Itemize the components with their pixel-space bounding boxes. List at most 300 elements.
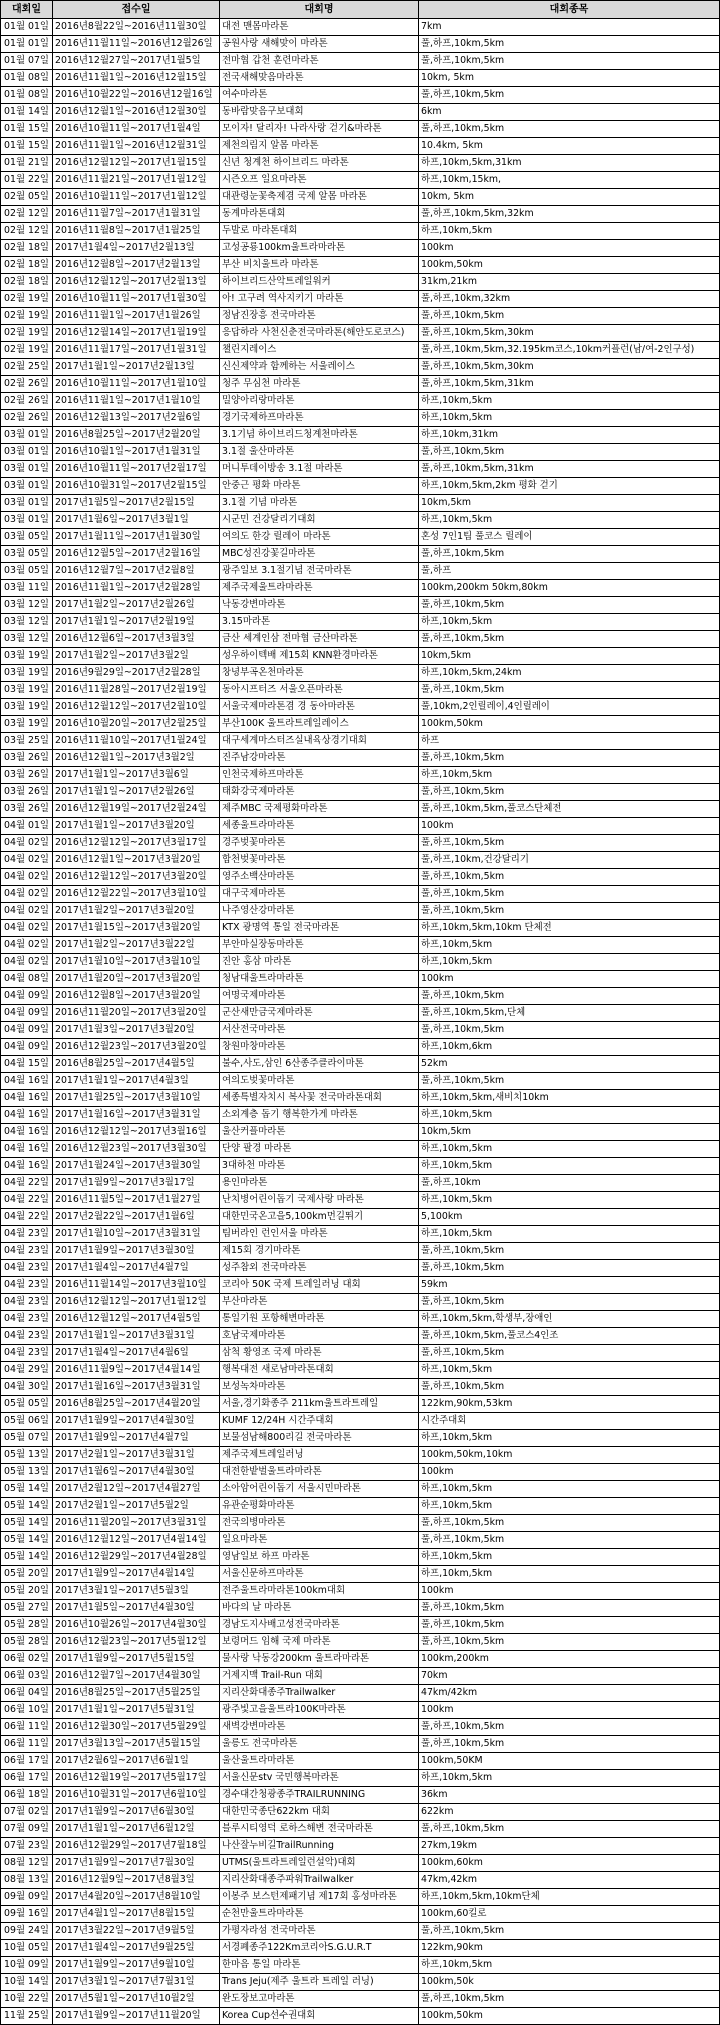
table-row (1, 1328, 720, 1345)
event-date-cell: 06월 11일 (1, 1719, 53, 1736)
event-date-cell: 02월 19일 (1, 342, 53, 359)
registration-period-cell: 2016년12월1일~2017년3월2일 (53, 750, 220, 767)
table-row (1, 699, 720, 716)
event-name-cell: 통일기원 포항해변마라톤 (220, 1311, 419, 1328)
event-name-cell: 전주울트라마라톤100km대회 (220, 1583, 419, 1600)
event-date-cell: 02월 18일 (1, 274, 53, 291)
event-date-cell: 02월 25일 (1, 359, 53, 376)
event-name-cell: 한마음 통일 마라톤 (220, 1957, 419, 1974)
event-categories-cell: 100km,60km (419, 1855, 720, 1872)
event-categories-cell: 하프,10km,5km (419, 512, 720, 529)
registration-period-cell: 2017년1월20일~2017년3월20일 (53, 971, 220, 988)
registration-period-cell: 2017년1월1일~2017년3월31일 (53, 1328, 220, 1345)
table-row (1, 1226, 720, 1243)
event-date-cell: 01월 07일 (1, 53, 53, 70)
event-categories-cell: 하프,10km,31km (419, 427, 720, 444)
event-categories-cell: 풀,하프,10km,32km (419, 291, 720, 308)
registration-period-cell: 2016년11월21일~2017년1월12일 (53, 172, 220, 189)
registration-period-cell: 2016년11월1일~2017년1월10일 (53, 393, 220, 410)
table-row (1, 1838, 720, 1855)
table-row (1, 580, 720, 597)
registration-period-cell: 2016년10월31일~2017년2월15일 (53, 478, 220, 495)
table-row (1, 1243, 720, 1260)
event-name-cell: 서경폐종주122Km코리아S.G.U.R.T (220, 1940, 419, 1957)
table-row (1, 104, 720, 121)
registration-period-cell: 2017년1월15일~2017년3월20일 (53, 920, 220, 937)
table-row (1, 1651, 720, 1668)
table-row (1, 886, 720, 903)
event-categories-cell: 풀,하프 (419, 563, 720, 580)
event-categories-cell: 풀,하프,10km,5km (419, 886, 720, 903)
event-date-cell: 05월 14일 (1, 1481, 53, 1498)
table-row (1, 512, 720, 529)
event-name-cell: 울산울트라마라톤 (220, 1753, 419, 1770)
event-date-cell: 02월 19일 (1, 325, 53, 342)
registration-period-cell: 2017년1월1일~2017년5월31일 (53, 1702, 220, 1719)
registration-period-cell: 2016년11월8일~2017년1월25일 (53, 223, 220, 240)
registration-period-cell: 2016년12월5일~2017년2월16일 (53, 546, 220, 563)
table-row (1, 1158, 720, 1175)
event-date-cell: 02월 19일 (1, 291, 53, 308)
event-categories-cell: 하프,10km,5km,31km (419, 155, 720, 172)
table-row (1, 478, 720, 495)
event-date-cell: 03월 19일 (1, 699, 53, 716)
registration-period-cell: 2017년1월10일~2017년3월31일 (53, 1226, 220, 1243)
registration-period-cell: 2016년12월12일~2017년3월17일 (53, 835, 220, 852)
table-row (1, 1974, 720, 1991)
event-date-cell: 02월 26일 (1, 393, 53, 410)
event-name-cell: 코리아 50K 국제 트레일러닝 대회 (220, 1277, 419, 1294)
table-row (1, 393, 720, 410)
event-categories-cell: 10km, 5km (419, 70, 720, 87)
event-date-cell: 07월 02일 (1, 1804, 53, 1821)
registration-period-cell: 2017년1월9일~2017년3월30일 (53, 1243, 220, 1260)
event-categories-cell: 풀,하프,10km,5km (419, 988, 720, 1005)
event-categories-cell: 하프,10km,5km (419, 1549, 720, 1566)
table-row (1, 1583, 720, 1600)
table-row (1, 155, 720, 172)
event-date-cell: 02월 12일 (1, 223, 53, 240)
event-name-cell: 제15회 경기마라톤 (220, 1243, 419, 1260)
table-row (1, 1736, 720, 1753)
table-row (1, 1481, 720, 1498)
registration-period-cell: 2017년1월9일~2017년6월30일 (53, 1804, 220, 1821)
registration-period-cell: 2016년11월28일~2017년2월19일 (53, 682, 220, 699)
event-name-cell: 3.15마라톤 (220, 614, 419, 631)
table-row (1, 733, 720, 750)
event-date-cell: 04월 23일 (1, 1277, 53, 1294)
event-name-cell: 바다의 날 마라톤 (220, 1600, 419, 1617)
event-categories-cell: 풀,하프,10km,5km (419, 121, 720, 138)
event-categories-cell: 100km (419, 240, 720, 257)
event-date-cell: 03월 01일 (1, 461, 53, 478)
event-categories-cell: 풀,하프,10km,5km (419, 750, 720, 767)
table-row (1, 1464, 720, 1481)
table-row (1, 1294, 720, 1311)
event-categories-cell: 하프,10km,5km,10km 단체전 (419, 920, 720, 937)
event-categories-cell: 100km (419, 971, 720, 988)
event-date-cell: 07월 23일 (1, 1838, 53, 1855)
registration-period-cell: 2017년5월1일~2017년10월2일 (53, 1991, 220, 2008)
table-row (1, 1889, 720, 1906)
table-row (1, 631, 720, 648)
table-row (1, 1413, 720, 1430)
table-row (1, 1753, 720, 1770)
registration-period-cell: 2016년12월1일~2016년12월30일 (53, 104, 220, 121)
registration-period-cell: 2017년1월4일~2017년4월6일 (53, 1345, 220, 1362)
table-row (1, 1804, 720, 1821)
table-row (1, 750, 720, 767)
event-categories-cell: 10km,5km (419, 1124, 720, 1141)
event-name-cell: KTX 광명역 통일 전국마라톤 (220, 920, 419, 937)
table-row (1, 1498, 720, 1515)
event-date-cell: 02월 19일 (1, 308, 53, 325)
event-name-cell: 보성녹차마라톤 (220, 1379, 419, 1396)
event-categories-cell: 하프,10km,5km (419, 614, 720, 631)
event-date-cell: 04월 16일 (1, 1158, 53, 1175)
registration-period-cell: 2016년11월1일~2017년1월26일 (53, 308, 220, 325)
event-name-cell: 전국새해맞음마라톤 (220, 70, 419, 87)
event-categories-cell: 100km (419, 1702, 720, 1719)
event-date-cell: 04월 30일 (1, 1379, 53, 1396)
registration-period-cell: 2017년1월2일~2017년2월26일 (53, 597, 220, 614)
registration-period-cell: 2016년12월7일~2017년2월8일 (53, 563, 220, 580)
event-categories-cell: 7km (419, 19, 720, 36)
table-row (1, 427, 720, 444)
event-name-cell: 서울국제마라톤겸 경 동아마라톤 (220, 699, 419, 716)
table-row (1, 801, 720, 818)
event-date-cell: 09월 09일 (1, 1889, 53, 1906)
event-name-cell: 광주일보 3.1절기념 전국마라톤 (220, 563, 419, 580)
event-date-cell: 01월 08일 (1, 87, 53, 104)
event-categories-cell: 풀,하프,10km,5km,풀코스단체전 (419, 801, 720, 818)
table-row (1, 172, 720, 189)
event-name-cell: 제주국제울트라마라톤 (220, 580, 419, 597)
event-date-cell: 03월 19일 (1, 682, 53, 699)
event-name-cell: 3대하천 마라톤 (220, 1158, 419, 1175)
event-name-cell: 대전 맨몸마라톤 (220, 19, 419, 36)
registration-period-cell: 2017년1월1일~2017년4월3일 (53, 1073, 220, 1090)
registration-period-cell: 2017년1월9일~2017년11월20일 (53, 2008, 220, 2025)
event-date-cell: 02월 12일 (1, 206, 53, 223)
event-date-cell: 06월 17일 (1, 1770, 53, 1787)
event-name-cell: 지리산화대종주Trailwalker (220, 1685, 419, 1702)
event-date-cell: 01월 01일 (1, 36, 53, 53)
table-row (1, 1260, 720, 1277)
event-name-cell: 대구세계마스터즈실내육상경기대회 (220, 733, 419, 750)
event-name-cell: Korea Cup선수권대회 (220, 2008, 419, 2025)
registration-period-cell: 2017년1월5일~2017년2월15일 (53, 495, 220, 512)
registration-period-cell: 2017년1월2일~2017년3월22일 (53, 937, 220, 954)
table-row (1, 121, 720, 138)
event-date-cell: 05월 28일 (1, 1634, 53, 1651)
registration-period-cell: 2017년1월24일~2017년3월30일 (53, 1158, 220, 1175)
event-date-cell: 04월 22일 (1, 1175, 53, 1192)
event-date-cell: 05월 07일 (1, 1430, 53, 1447)
table-row (1, 1141, 720, 1158)
event-name-cell: 여의도벚꽃마라톤 (220, 1073, 419, 1090)
event-name-cell: 청남대울트라마라톤 (220, 971, 419, 988)
registration-period-cell: 2016년12월8일~2017년3월20일 (53, 988, 220, 1005)
registration-period-cell: 2016년12월23일~2017년3월30일 (53, 1141, 220, 1158)
table-row (1, 1872, 720, 1889)
table-row (1, 784, 720, 801)
registration-period-cell: 2017년1월16일~2017년3월31일 (53, 1107, 220, 1124)
event-name-cell: 거제지맥 Trail-Run 대회 (220, 1668, 419, 1685)
event-date-cell: 09월 16일 (1, 1906, 53, 1923)
event-date-cell: 06월 11일 (1, 1736, 53, 1753)
event-date-cell: 06월 17일 (1, 1753, 53, 1770)
registration-period-cell: 2016년12월8일~2017년2월13일 (53, 257, 220, 274)
registration-period-cell: 2016년8월22일~2016년11월30일 (53, 19, 220, 36)
event-categories-cell: 하프,10km,5km (419, 1226, 720, 1243)
event-date-cell: 04월 22일 (1, 1192, 53, 1209)
registration-period-cell: 2016년12월12일~2017년1월12일 (53, 1294, 220, 1311)
event-name-cell: 경주벚꽃마라톤 (220, 835, 419, 852)
event-date-cell: 01월 01일 (1, 19, 53, 36)
event-name-cell: 단양 팔경 마라톤 (220, 1141, 419, 1158)
event-categories-cell: 풀,하프,10km,5km,32.195km코스,10km커플런(남/여-2인구성) (419, 342, 720, 359)
registration-period-cell: 2017년1월1일~2017년3월6일 (53, 767, 220, 784)
event-name-cell: 소아암어린이돕기 서울시민마라톤 (220, 1481, 419, 1498)
event-categories-cell: 풀,하프,10km,5km (419, 682, 720, 699)
event-date-cell: 04월 23일 (1, 1226, 53, 1243)
registration-period-cell: 2017년1월1일~2017년2월19일 (53, 614, 220, 631)
event-date-cell: 03월 01일 (1, 478, 53, 495)
registration-period-cell: 2017년1월10일~2017년3월10일 (53, 954, 220, 971)
registration-period-cell: 2017년1월9일~2017년4월7일 (53, 1430, 220, 1447)
registration-period-cell: 2016년12월12일~2017년3월20일 (53, 869, 220, 886)
event-categories-cell: 풀,하프,10km,5km (419, 1600, 720, 1617)
event-categories-cell: 풀,하프,10km,5km (419, 784, 720, 801)
table-row (1, 1787, 720, 1804)
event-categories-cell: 하프,10km,5km (419, 1158, 720, 1175)
event-date-cell: 03월 12일 (1, 631, 53, 648)
registration-period-cell: 2016년10월11일~2017년1월10일 (53, 376, 220, 393)
table-row (1, 954, 720, 971)
registration-period-cell: 2016년8월25일~2017년4월20일 (53, 1396, 220, 1413)
event-date-cell: 04월 16일 (1, 1141, 53, 1158)
event-date-cell: 03월 01일 (1, 512, 53, 529)
table-row (1, 1685, 720, 1702)
registration-period-cell: 2016년11월11일~2016년12월26일 (53, 36, 220, 53)
registration-period-cell: 2016년10월20일~2017년2월25일 (53, 716, 220, 733)
table-row (1, 648, 720, 665)
event-date-cell: 04월 16일 (1, 1107, 53, 1124)
event-name-cell: 서울,경기화종주 211km울트라트레일 (220, 1396, 419, 1413)
event-name-cell: 새벽강변마라톤 (220, 1719, 419, 1736)
event-date-cell: 05월 14일 (1, 1549, 53, 1566)
event-date-cell: 10월 22일 (1, 1991, 53, 2008)
event-categories-cell: 하프,10km,5km,학생부,장애인 (419, 1311, 720, 1328)
event-date-cell: 04월 02일 (1, 920, 53, 937)
event-name-cell: 팀버라인 런인서울 마라톤 (220, 1226, 419, 1243)
table-row (1, 1039, 720, 1056)
event-date-cell: 02월 26일 (1, 376, 53, 393)
event-date-cell: 04월 09일 (1, 988, 53, 1005)
event-name-cell: Trans Jeju(제주 울트라 트레일 러닝) (220, 1974, 419, 1991)
registration-period-cell: 2017년4월20일~2017년8월10일 (53, 1889, 220, 1906)
registration-period-cell: 2017년1월4일~2017년9월25일 (53, 1940, 220, 1957)
event-categories-cell: 하프,10km,5km (419, 1498, 720, 1515)
registration-period-cell: 2016년8월25일~2017년2월20일 (53, 427, 220, 444)
event-categories-cell: 10km, 5km (419, 189, 720, 206)
event-categories-cell: 70km (419, 1668, 720, 1685)
registration-period-cell: 2016년12월30일~2017년5월29일 (53, 1719, 220, 1736)
table-row (1, 1022, 720, 1039)
header-event-name: 대회명 (220, 1, 419, 19)
event-name-cell: 행복대전 새로남마라톤대회 (220, 1362, 419, 1379)
event-date-cell: 04월 09일 (1, 1039, 53, 1056)
registration-period-cell: 2017년2월22일~2017년1월6일 (53, 1209, 220, 1226)
table-row (1, 1634, 720, 1651)
event-date-cell: 03월 01일 (1, 495, 53, 512)
event-categories-cell: 59km (419, 1277, 720, 1294)
event-name-cell: 부안마실장동마라톤 (220, 937, 419, 954)
registration-period-cell: 2017년3월22일~2017년9월5일 (53, 1923, 220, 1940)
registration-period-cell: 2017년1월1일~2017년3월20일 (53, 818, 220, 835)
table-row (1, 1923, 720, 1940)
event-name-cell: 안중근 평화 마라톤 (220, 478, 419, 495)
event-date-cell: 06월 18일 (1, 1787, 53, 1804)
event-name-cell: 시군민 건강달리기대회 (220, 512, 419, 529)
table-row (1, 1991, 720, 2008)
table-row (1, 359, 720, 376)
table-row (1, 614, 720, 631)
event-categories-cell: 혼성 7인1팀 풀코스 릴레이 (419, 529, 720, 546)
table-row (1, 1566, 720, 1583)
event-categories-cell: 풀,하프,10km,5km,30km (419, 325, 720, 342)
registration-period-cell: 2017년3월1일~2017년7월31일 (53, 1974, 220, 1991)
registration-period-cell: 2017년2월1일~2017년3월31일 (53, 1447, 220, 1464)
event-categories-cell: 100km,50k (419, 1974, 720, 1991)
event-categories-cell: 시간주대회 (419, 1413, 720, 1430)
event-date-cell: 03월 12일 (1, 597, 53, 614)
event-categories-cell: 하프,10km,5km (419, 1957, 720, 1974)
event-date-cell: 08월 12일 (1, 1855, 53, 1872)
event-categories-cell: 풀,하프,10km,5km (419, 1022, 720, 1039)
event-categories-cell: 풀,하프,10km,건강달리기 (419, 852, 720, 869)
table-body (1, 19, 720, 2025)
table-row (1, 240, 720, 257)
event-name-cell: 태화강국제마라톤 (220, 784, 419, 801)
table-row (1, 1073, 720, 1090)
event-date-cell: 03월 01일 (1, 444, 53, 461)
event-categories-cell: 풀,하프,10km,5km (419, 546, 720, 563)
event-name-cell: 모이자! 달리자! 나라사랑 걷기&마라톤 (220, 121, 419, 138)
table-row (1, 1345, 720, 1362)
table-row (1, 223, 720, 240)
registration-period-cell: 2017년1월6일~2017년4월30일 (53, 1464, 220, 1481)
event-date-cell: 03월 19일 (1, 648, 53, 665)
registration-period-cell: 2017년3월1일~2017년5월3일 (53, 1583, 220, 1600)
table-row (1, 971, 720, 988)
table-row (1, 1906, 720, 1923)
event-date-cell: 10월 09일 (1, 1957, 53, 1974)
event-categories-cell: 풀,하프,10km,5km (419, 87, 720, 104)
event-date-cell: 02월 26일 (1, 410, 53, 427)
header-event-date: 대회일 (1, 1, 53, 19)
event-date-cell: 05월 14일 (1, 1515, 53, 1532)
registration-period-cell: 2016년12월29일~2017년7월18일 (53, 1838, 220, 1855)
event-date-cell: 02월 18일 (1, 240, 53, 257)
event-categories-cell: 10km,5km (419, 495, 720, 512)
event-categories-cell: 100km,200km (419, 1651, 720, 1668)
table-row (1, 920, 720, 937)
table-row (1, 767, 720, 784)
registration-period-cell: 2016년12월12일~2017년4월5일 (53, 1311, 220, 1328)
event-categories-cell: 풀,하프,10km,5km (419, 1379, 720, 1396)
table-row (1, 597, 720, 614)
registration-period-cell: 2016년10월26일~2017년4월30일 (53, 1617, 220, 1634)
event-categories-cell: 풀,하프,10km,5km,31km (419, 376, 720, 393)
event-date-cell: 04월 01일 (1, 818, 53, 835)
registration-period-cell: 2017년1월4일~2017년4월7일 (53, 1260, 220, 1277)
event-date-cell: 06월 04일 (1, 1685, 53, 1702)
table-row (1, 1668, 720, 1685)
event-date-cell: 05월 13일 (1, 1447, 53, 1464)
registration-period-cell: 2016년12월23일~2017년3월20일 (53, 1039, 220, 1056)
table-row (1, 1090, 720, 1107)
table-row (1, 1770, 720, 1787)
event-name-cell: 영주소백산마라톤 (220, 869, 419, 886)
event-categories-cell: 하프,10km,15km, (419, 172, 720, 189)
table-row (1, 1056, 720, 1073)
event-categories-cell: 하프 (419, 733, 720, 750)
event-date-cell: 05월 06일 (1, 1413, 53, 1430)
registration-period-cell: 2017년1월9일~2017년3월17일 (53, 1175, 220, 1192)
table-row (1, 70, 720, 87)
event-categories-cell: 풀,하프,10km,5km (419, 1617, 720, 1634)
event-name-cell: 부산마라톤 (220, 1294, 419, 1311)
event-date-cell: 04월 02일 (1, 937, 53, 954)
event-categories-cell: 풀,하프,10km,5km (419, 1719, 720, 1736)
registration-period-cell: 2016년10월11일~2017년1월30일 (53, 291, 220, 308)
event-name-cell: 보령머드 임해 국제 마라톤 (220, 1634, 419, 1651)
registration-period-cell: 2017년2월1일~2017년5월2일 (53, 1498, 220, 1515)
event-name-cell: 일요마라톤 (220, 1532, 419, 1549)
event-categories-cell: 하프,10km,5km (419, 1192, 720, 1209)
event-name-cell: 청주 무심천 마라톤 (220, 376, 419, 393)
event-categories-cell: 풀,하프,10km,5km (419, 1073, 720, 1090)
registration-period-cell: 2016년10월11일~2017년2월17일 (53, 461, 220, 478)
event-date-cell: 05월 20일 (1, 1566, 53, 1583)
registration-period-cell: 2016년12월19일~2017년5월17일 (53, 1770, 220, 1787)
registration-period-cell: 2016년12월12일~2017년4월14일 (53, 1532, 220, 1549)
event-date-cell: 04월 23일 (1, 1328, 53, 1345)
event-name-cell: 동아시프터즈 서울오픈마라톤 (220, 682, 419, 699)
table-row (1, 19, 720, 36)
registration-period-cell: 2016년11월1일~2017년2월28일 (53, 580, 220, 597)
event-date-cell: 10월 05일 (1, 1940, 53, 1957)
registration-period-cell: 2016년8월25일~2017년5월25일 (53, 1685, 220, 1702)
table-row (1, 1277, 720, 1294)
event-categories-cell: 6km (419, 104, 720, 121)
table-row (1, 869, 720, 886)
table-row (1, 818, 720, 835)
event-name-cell: 서울신문stv 국민행복마라톤 (220, 1770, 419, 1787)
event-categories-cell: 풀,하프,10km,5km (419, 1821, 720, 1838)
table-row (1, 2008, 720, 2025)
event-date-cell: 06월 10일 (1, 1702, 53, 1719)
event-date-cell: 04월 16일 (1, 1090, 53, 1107)
registration-period-cell: 2017년1월5일~2017년4월30일 (53, 1600, 220, 1617)
event-categories-cell: 622km (419, 1804, 720, 1821)
event-categories-cell: 122km,90km (419, 1940, 720, 1957)
event-date-cell: 03월 26일 (1, 767, 53, 784)
event-name-cell: 영남일보 하프 마라톤 (220, 1549, 419, 1566)
registration-period-cell: 2016년12월12일~2017년1월15일 (53, 155, 220, 172)
